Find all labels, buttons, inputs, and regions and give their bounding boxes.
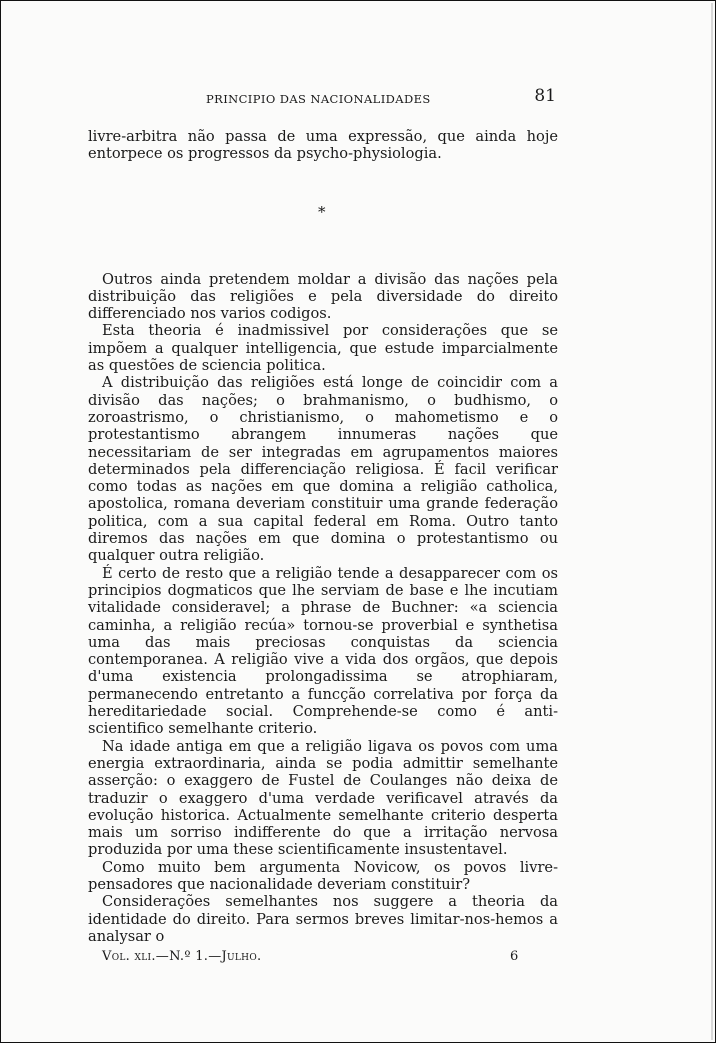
volume-line: Vol. xli.—N.º 1.—Julho.: [102, 949, 262, 965]
book-page: [88, 84, 558, 967]
paragraph-6: Como muito bem argumenta Novicow, os povos livre-pensadores que nacionalidade deveriam constituir?: [88, 858, 558, 893]
page-footer: [88, 947, 558, 967]
running-head: [88, 84, 558, 114]
paragraph-3: A distribuição das religiões está longe de coincidir com a divisão das nações; o brahmanismo, o budhismo, o zoroastrismo, o christianismo, o mahometismo e o protestantismo abrangem innumeras nações que necessitariam de ser integradas em agrupamentos maiores determinados pela differenciação religiosa. É facil verificar como todas as nações em que domina a religião catholica, apostolica, romana deveriam constituir uma grande federação politica, com a sua capital federal em Roma. Outro tanto diremos das nações em que domina o protestantismo ou qualquer outra religião.: [88, 374, 558, 565]
paragraph-2: Esta theoria é inadmissivel por considerações que se impõem a qualquer intelligencia, que estude imparcialmente as questões de sciencia politica.: [88, 322, 558, 375]
asterisk-mark: *: [318, 202, 326, 221]
signature-mark: 6: [510, 949, 519, 965]
paragraph-7: Considerações semelhantes nos suggere a theoria da identidade do direito. Para sermos breves limitar-nos-hemos a analysar o: [88, 893, 558, 945]
paragraph-5: Na idade antiga em que a religião ligava os povos com uma energia extraordinaria, ainda se podia admittir semelhante asserção: o exaggero de Fustel de Coulanges não deixa de traduzir o exaggero d'uma verdade verificavel através da evolução historica. Actualmente semelhante criterio desperta mais um sorriso indifferente do que a irritação nervosa produzida por uma these scientificamente insustentavel.: [88, 737, 558, 859]
section-break: [88, 163, 558, 271]
paragraph-4: É certo de resto que a religião tende a desapparecer com os principios dogmaticos que lhe serviam de base e lhe incutiam vitalidade consideravel; a phrase de Buchner: «a sciencia caminha, a religião recúa» tornou-se proverbial e synthetisa uma das mais preciosas conquistas da sciencia contemporanea. A religião vive a vida dos orgãos, que depois d'uma existencia prolongadissima se atrophiaram, permanecendo entretanto a funcção correlativa por força da hereditariedade social. Comprehende-se como é anti-scientifico semelhante criterio.: [88, 564, 558, 738]
page-number: 81: [534, 86, 556, 106]
running-title: PRINCIPIO DAS NACIONALIDADES: [206, 92, 431, 106]
page-edge-shadow: [711, 3, 713, 1040]
continued-paragraph: livre-arbitra não passa de uma expressão, que ainda hoje entorpece os progressos da psycho-physiologia.: [88, 128, 558, 163]
paragraph-1: Outros ainda pretendem moldar a divisão das nações pela distribuição das religiões e pela diversidade do direito differenciado nos varios codigos.: [88, 270, 558, 323]
